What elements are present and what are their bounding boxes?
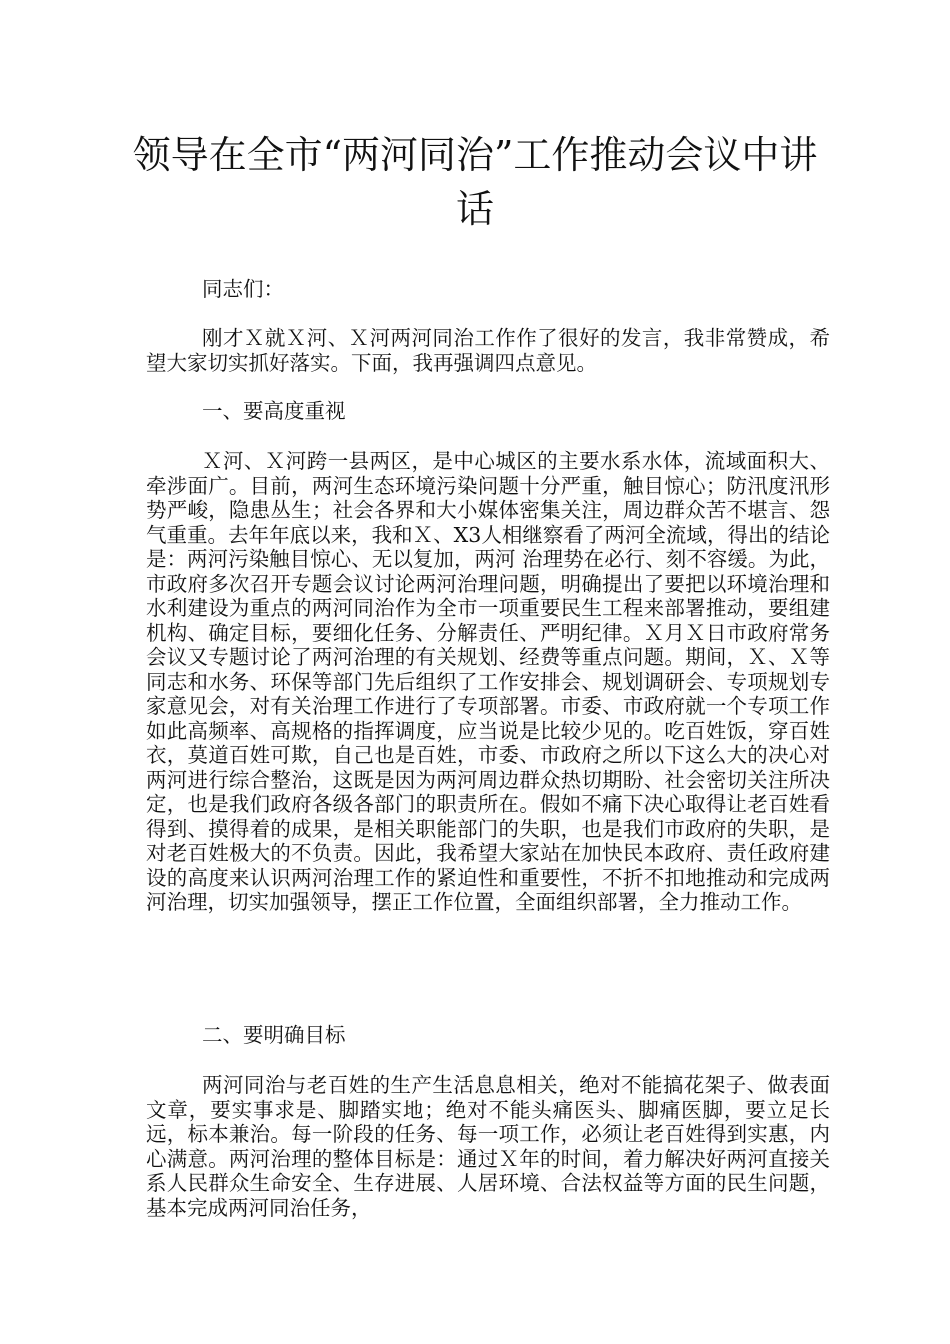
paragraph-section-1: Ｘ河、Ｘ河跨一县两区，是中心城区的主要水系水体，流域面积大、牵涉面广。目前，两河生态环境污染问题十分严重，触目惊心；防汛度汛形势严峻，隐患丛生；社会各界和大小媒体密集关注，周边群众苦不堪言、怨气重重。去年年底以来，我和Ｘ、X3人相继察看了两河全流域，得出的结论是：两河污染触目惊心、无以复加，两河 治理势在必行、刻不容缓。为此，市政府多次召开专题会议讨论两河治理问题，明确提出了要把以环境治理和水利建设为重点的两河同治作为全市一项重要民生工程来部署推动，要组建机构、确定目标，要细化任务、分解责任、严明纪律。Ｘ月Ｘ日市政府常务会议又专题讨论了两河治理的有关规划、经费等重点问题。期间，Ｘ、Ｘ等同志和水务、环保等部门先后组织了工作安排会、规划调研会、专项规划专家意见会，对有关治理工作进行了专项部署。市委、市政府就一个专项工作如此高频率、高规格的指挥调度，应当说是比较少见的。吃百姓饭，穿百姓衣，莫道百姓可欺，自己也是百姓，市委、市政府之所以下这么大的决心对两河进行综合整治，这既是因为两河周边群众热切期盼、社会密切关注所决定，也是我们政府各级各部门的职责所在。假如不痛下决心取得让老百姓看得到、摸得着的成果，是相关职能部门的失职，也是我们市政府的失职，是对老百姓极大的不负责。因此，我希望大家站在加快民本政府、责任政府建设的高度来认识两河治理工作的紧迫性和重要性，不折不扣地推动和完成两河治理，切实加强领导，摆正工作位置，全面组织部署，全力推动工作。 bbox=[146, 449, 830, 914]
section-heading-2: 二、要明确目标 bbox=[202, 1023, 346, 1047]
section-heading-1: 一、要高度重视 bbox=[202, 399, 346, 423]
paragraph-intro: 刚才Ｘ就Ｘ河、Ｘ河两河同治工作作了很好的发言，我非常赞成，希望大家切实抓好落实。下面，我再强调四点意见。 bbox=[146, 326, 830, 375]
salutation: 同志们： bbox=[202, 277, 284, 301]
document-title: 领导在全市“两河同治”工作推动会议中讲话 bbox=[132, 133, 818, 231]
paragraph-section-2: 两河同治与老百姓的生产生活息息相关，绝对不能搞花架子、做表面文章，要实事求是、脚踏实地；绝对不能头痛医头、脚痛医脚，要立足长远，标本兼治。每一阶段的任务、每一项工作，必须让老百姓得到实惠，内心满意。两河治理的整体目标是：通过Ｘ年的时间，着力解决好两河直接关系人民群众生命安全、生存进展、人居环境、合法权益等方面的民生问题，基本完成两河同治任务， bbox=[146, 1073, 830, 1220]
